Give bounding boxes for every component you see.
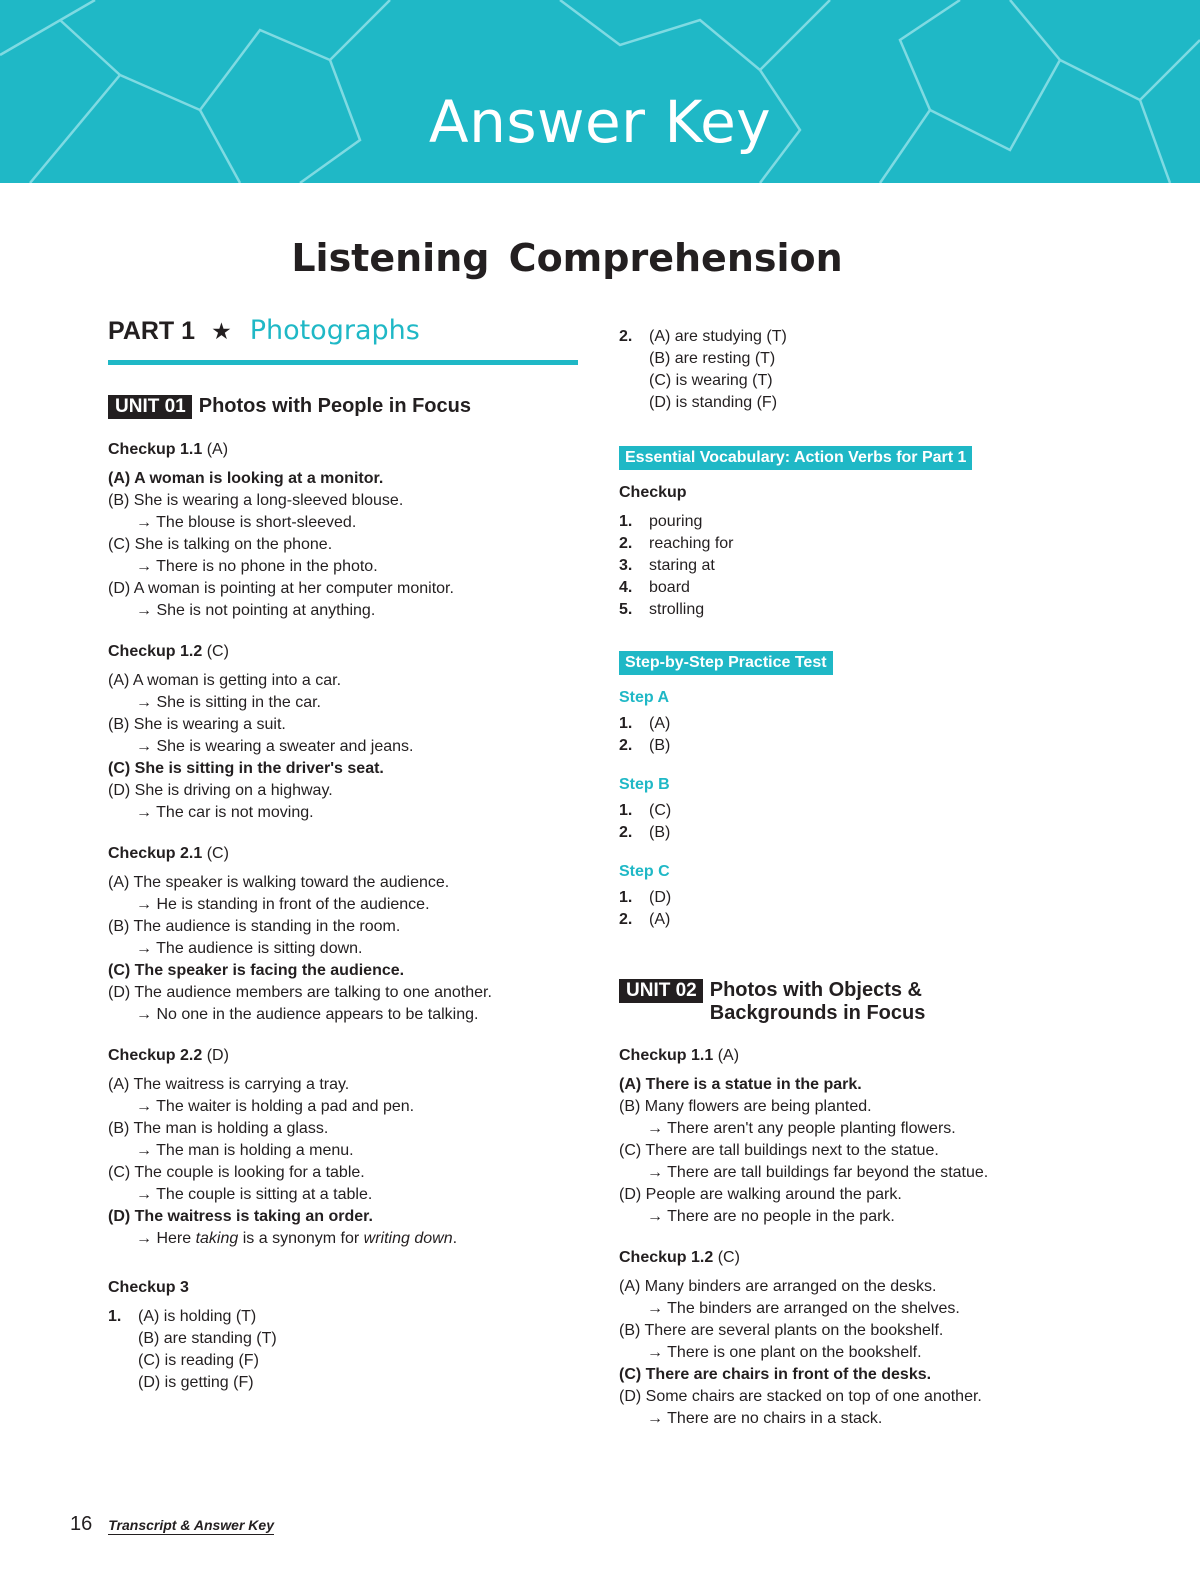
practice-heading: Step-by-Step Practice Test <box>619 651 833 675</box>
checkup-title <box>619 1045 1089 1067</box>
answer-item: (D) is standing (F) <box>649 394 778 411</box>
explanation-line: → He is standing in front of the audience. <box>136 896 430 913</box>
practice-step <box>619 687 1089 757</box>
checkup-answer: (A) <box>202 441 229 458</box>
correct-answer: (C) There are chairs in front of the desks. <box>619 1366 932 1383</box>
explanation-line: → The man is holding a menu. <box>136 1142 354 1159</box>
answer-option: (B) She is wearing a suit. <box>108 716 286 733</box>
item-number: 1. <box>619 513 633 530</box>
item-number: 1. <box>619 802 633 819</box>
item-text: (A) <box>649 715 671 732</box>
answer-option: (C) The couple is looking for a table. <box>108 1164 365 1181</box>
item-number: 1. <box>619 715 633 732</box>
note-italic: writing down <box>363 1230 453 1247</box>
question-row <box>108 1306 578 1328</box>
item-text: (D) <box>649 889 672 906</box>
checkup-label: Checkup 3 <box>108 1279 189 1296</box>
explanation-line: → The binders are arranged on the shelves. <box>647 1300 960 1317</box>
answer-option: (B) The man is holding a glass. <box>108 1120 329 1137</box>
answer-option: (D) Some chairs are stacked on top of one another. <box>619 1388 982 1405</box>
star-icon: ★ <box>211 318 232 344</box>
unit-title-line: Backgrounds in Focus <box>709 1002 926 1024</box>
item-number: 1. <box>619 889 633 906</box>
checkup-label: Checkup 2.2 <box>108 1047 203 1064</box>
checkup-label: Checkup 2.1 <box>108 845 203 862</box>
checkup-title <box>108 1277 578 1299</box>
explanation-line: → She is sitting in the car. <box>136 694 321 711</box>
step-answer <box>619 735 1089 757</box>
item-text: pouring <box>649 513 703 530</box>
item-number: 5. <box>619 601 633 618</box>
answer-option: (A) A woman is getting into a car. <box>108 672 342 689</box>
right-column <box>619 326 1089 1449</box>
checkup-label: Checkup 1.2 <box>108 643 203 660</box>
checkup-title <box>108 1045 578 1067</box>
checkup-label: Checkup 1.1 <box>108 441 203 458</box>
vocab-item <box>619 533 1089 555</box>
explanation-line: → She is wearing a sweater and jeans. <box>136 738 414 755</box>
explanation-line <box>108 1228 578 1250</box>
practice-step <box>619 774 1089 844</box>
checkup-answer: (C) <box>202 845 229 862</box>
answer-option: (A) The waitress is carrying a tray. <box>108 1076 350 1093</box>
checkup-title <box>619 1247 1089 1269</box>
answer-item: (D) is getting (F) <box>138 1374 254 1391</box>
explanation-line: → The couple is sitting at a table. <box>136 1186 373 1203</box>
answer-option: (B) She is wearing a long-sleeved blouse. <box>108 492 404 509</box>
checkup-2-2 <box>108 1045 578 1250</box>
answer-option: (D) The audience members are talking to one another. <box>108 984 492 1001</box>
answer-item: (B) are resting (T) <box>649 350 776 367</box>
item-number: 2. <box>619 911 633 928</box>
page-footer <box>70 1513 274 1536</box>
answer-option: (A) The speaker is walking toward the audience. <box>108 874 450 891</box>
step-answer <box>619 909 1089 931</box>
step-answer <box>619 822 1089 844</box>
step-answer <box>619 887 1089 909</box>
checkup-block <box>108 641 578 824</box>
explanation-line: → There are no people in the park. <box>647 1208 895 1225</box>
explanation-line: → She is not pointing at anything. <box>136 602 376 619</box>
checkup-answer: (C) <box>713 1249 740 1266</box>
step-title: Step B <box>619 776 670 793</box>
checkup-label: Checkup <box>619 484 687 501</box>
checkup-3 <box>108 1277 578 1394</box>
checkup-title <box>108 439 578 461</box>
practice-step <box>619 861 1089 931</box>
step-title: Step C <box>619 863 670 880</box>
question-row <box>619 326 1089 348</box>
checkup-answer: (A) <box>713 1047 740 1064</box>
answer-option: (C) There are tall buildings next to the statue. <box>619 1142 939 1159</box>
unit-01-heading <box>108 395 578 419</box>
answer-option: (B) There are several plants on the bookshelf. <box>619 1322 944 1339</box>
correct-answer: (A) There is a statue in the park. <box>619 1076 862 1093</box>
practice-steps <box>619 687 1089 931</box>
unit-title-line: Photos with Objects & <box>709 979 922 1001</box>
item-text: strolling <box>649 601 705 618</box>
vocab-item <box>619 511 1089 533</box>
answer-option: (B) The audience is standing in the room. <box>108 918 401 935</box>
vocab-list <box>619 511 1089 621</box>
answer-item: (C) is reading (F) <box>138 1352 259 1369</box>
item-text: board <box>649 579 690 596</box>
answer-option: (D) A woman is pointing at her computer monitor. <box>108 580 454 597</box>
explanation-line: → There are no chairs in a stack. <box>647 1410 883 1427</box>
checkup-label: Checkup 1.1 <box>619 1047 714 1064</box>
answer-item: (C) is wearing (T) <box>649 372 773 389</box>
answer-option: (D) People are walking around the park. <box>619 1186 902 1203</box>
vocab-item <box>619 599 1089 621</box>
unit-title: Photos with People in Focus <box>198 395 471 417</box>
item-text: (B) <box>649 824 671 841</box>
note-text: . <box>452 1230 458 1247</box>
explanation-line: → The waiter is holding a pad and pen. <box>136 1098 415 1115</box>
item-number: 4. <box>619 579 633 596</box>
item-number: 2. <box>619 737 633 754</box>
step-answer <box>619 713 1089 735</box>
section-title: Listening Comprehension <box>291 236 843 280</box>
note-text: is a synonym for <box>238 1230 364 1247</box>
answer-option: (B) Many flowers are being planted. <box>619 1098 872 1115</box>
checkup-title <box>619 482 1089 504</box>
step-title: Step A <box>619 689 670 706</box>
part-name: Photographs <box>249 315 420 346</box>
vocab-section <box>619 446 1089 621</box>
checkup-block <box>108 843 578 1026</box>
correct-answer: (C) She is sitting in the driver's seat. <box>108 760 384 777</box>
item-text: (B) <box>649 737 671 754</box>
explanation-line: → There is no phone in the photo. <box>136 558 378 575</box>
explanation-line: → The audience is sitting down. <box>136 940 363 957</box>
explanation-line: → The car is not moving. <box>136 804 314 821</box>
left-column <box>108 315 578 1413</box>
checkup-answer: (C) <box>202 643 229 660</box>
footer-label: Transcript & Answer Key <box>108 1517 274 1533</box>
answer-option: (D) She is driving on a highway. <box>108 782 333 799</box>
part-label: PART 1 <box>108 317 196 345</box>
answer-option: (A) Many binders are arranged on the desks. <box>619 1278 937 1295</box>
note-text: → Here <box>136 1230 196 1247</box>
checkup-3-continued <box>619 326 1089 414</box>
explanation-line: → There is one plant on the bookshelf. <box>647 1344 922 1361</box>
item-text: staring at <box>649 557 715 574</box>
page-header-title: Answer Key <box>428 88 772 156</box>
item-text: reaching for <box>649 535 734 552</box>
item-number: 2. <box>619 824 633 841</box>
item-text: (C) <box>649 802 672 819</box>
page-number: 16 <box>70 1513 93 1535</box>
correct-answer: (C) The speaker is facing the audience. <box>108 962 405 979</box>
checkup-label: Checkup 1.2 <box>619 1249 714 1266</box>
checkup-block <box>619 1247 1089 1430</box>
item-text: (A) <box>649 911 671 928</box>
question-number: 2. <box>619 328 633 345</box>
explanation-line: → There are tall buildings far beyond the statue. <box>647 1164 989 1181</box>
practice-section <box>619 651 1089 931</box>
vocab-item <box>619 577 1089 599</box>
item-number: 3. <box>619 557 633 574</box>
vocab-heading: Essential Vocabulary: Action Verbs for Part 1 <box>619 446 972 470</box>
checkup-block <box>619 1045 1089 1228</box>
step-answer <box>619 800 1089 822</box>
question-number: 1. <box>108 1308 122 1325</box>
item-number: 2. <box>619 535 633 552</box>
unit-01-checkups <box>108 439 578 1026</box>
header-banner <box>0 0 1200 183</box>
explanation-line: → There aren't any people planting flowers. <box>647 1120 956 1137</box>
checkup-title <box>108 843 578 865</box>
answer-option: (C) She is talking on the phone. <box>108 536 333 553</box>
correct-answer: (D) The waitress is taking an order. <box>108 1208 373 1225</box>
unit-badge: UNIT 02 <box>619 979 703 1003</box>
note-italic: taking <box>195 1230 239 1247</box>
explanation-line: → No one in the audience appears to be talking. <box>136 1006 479 1023</box>
answer-item: (B) are standing (T) <box>138 1330 277 1347</box>
unit-02-heading <box>619 979 1089 1025</box>
unit-badge: UNIT 01 <box>108 395 192 419</box>
answer-item: (A) are studying (T) <box>649 328 787 345</box>
unit-02-checkups <box>619 1045 1089 1430</box>
answer-item: (A) is holding (T) <box>138 1308 257 1325</box>
part-heading <box>108 315 578 365</box>
checkup-answer: (D) <box>202 1047 229 1064</box>
correct-answer: (A) A woman is looking at a monitor. <box>108 470 384 487</box>
checkup-block <box>108 439 578 622</box>
explanation-line: → The blouse is short-sleeved. <box>136 514 357 531</box>
vocab-item <box>619 555 1089 577</box>
checkup-title <box>108 641 578 663</box>
unit-title <box>710 979 926 1025</box>
